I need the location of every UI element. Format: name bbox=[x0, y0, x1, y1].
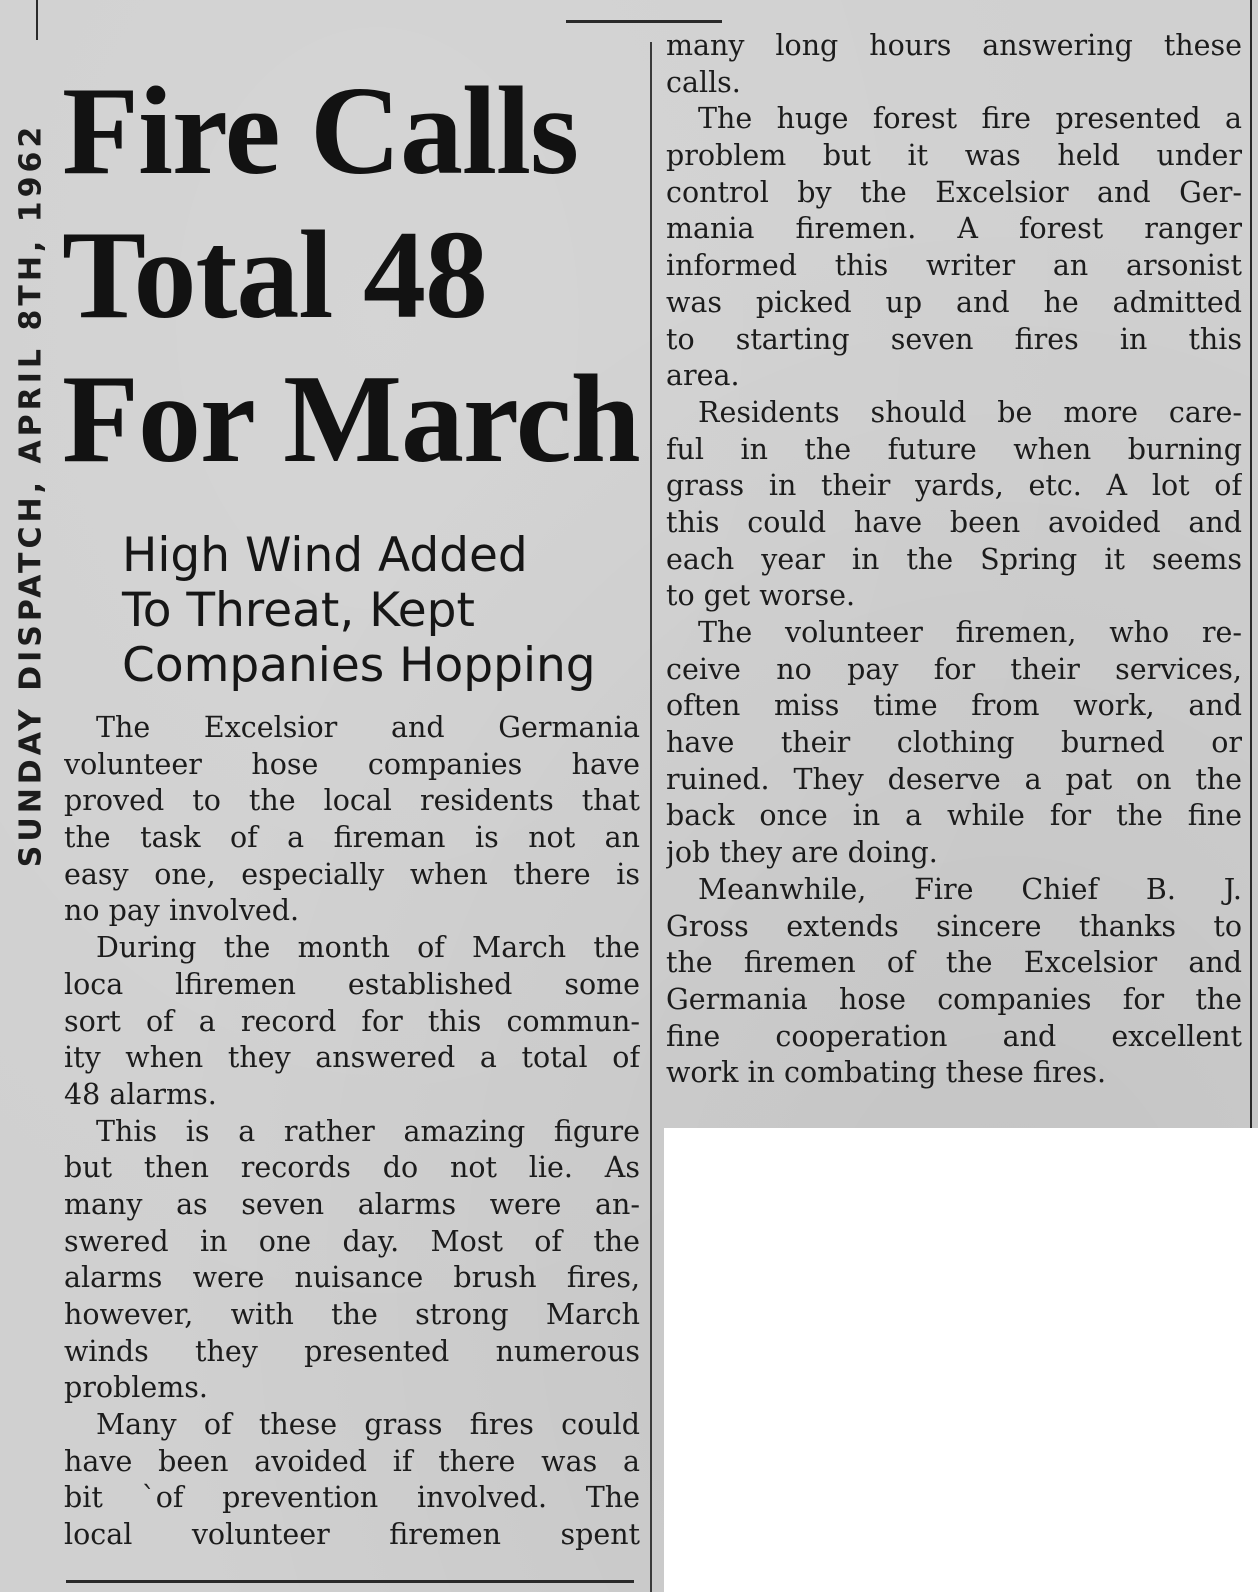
article-line: the task of a fireman is not an bbox=[64, 821, 640, 855]
article-line: many as seven alarms were an- bbox=[64, 1187, 640, 1221]
headline-line: Fire Calls bbox=[62, 62, 579, 201]
article-line: Meanwhile, Fire Chief B. J. bbox=[698, 872, 1242, 906]
article-line: but then records do not lie. As bbox=[64, 1151, 640, 1185]
headline bbox=[62, 60, 642, 492]
article-line: winds they presented numerous bbox=[64, 1334, 640, 1368]
article-line: Many of these grass fires could bbox=[96, 1408, 640, 1442]
article-line: ful in the future when burning bbox=[666, 432, 1242, 466]
article-line: easy one, especially when there is bbox=[64, 857, 640, 891]
article-line: mania firemen. A forest ranger bbox=[666, 212, 1242, 246]
article-line: have their clothing burned or bbox=[666, 726, 1242, 760]
article-line: problems. bbox=[64, 1371, 208, 1405]
subheadline-line: High Wind Added bbox=[122, 528, 528, 583]
subheadline-line: Companies Hopping bbox=[122, 638, 596, 693]
article-line: each year in the Spring it seems bbox=[666, 542, 1242, 576]
dateline-text: SUNDAY DISPATCH, APRIL 8TH, 1962 bbox=[13, 122, 49, 868]
article-line: have been avoided if there was a bbox=[64, 1444, 640, 1478]
article-line: During the month of March the bbox=[96, 931, 640, 965]
article-line: however, with the strong March bbox=[64, 1298, 640, 1331]
headline-line: For March bbox=[62, 350, 640, 489]
dateline bbox=[8, 120, 54, 870]
article-line: 48 alarms. bbox=[64, 1077, 217, 1111]
article-line: This is a rather amazing figure bbox=[96, 1114, 640, 1148]
subheadline bbox=[122, 528, 642, 693]
article-line: area. bbox=[666, 359, 740, 393]
subheadline-line: To Threat, Kept bbox=[122, 583, 475, 638]
article-line: local volunteer firemen spent bbox=[64, 1518, 640, 1552]
article-line: loca lfiremen established some bbox=[64, 967, 640, 1001]
article-line: fine cooperation and excellent bbox=[666, 1019, 1242, 1053]
article-column-left bbox=[64, 710, 640, 1554]
article-line: bit `of prevention involved. The bbox=[64, 1481, 640, 1515]
top-left-rule bbox=[36, 0, 38, 40]
article-line: control by the Excelsior and Ger- bbox=[666, 175, 1242, 209]
article-line: ity when they answered a total of bbox=[64, 1041, 640, 1075]
article-line: The Excelsior and Germania bbox=[96, 711, 640, 744]
article-line: often miss time from work, and bbox=[666, 689, 1242, 723]
headline-line: Total 48 bbox=[62, 206, 487, 345]
article-line: swered in one day. Most of the bbox=[64, 1224, 640, 1258]
article-line: ceive no pay for their services, bbox=[666, 652, 1242, 686]
blank-area bbox=[664, 1128, 1258, 1592]
article-line: informed this writer an arsonist bbox=[666, 249, 1242, 283]
article-line: Gross extends sincere thanks to bbox=[666, 909, 1242, 943]
article-line: many long hours answering these bbox=[666, 29, 1242, 62]
column-divider bbox=[650, 42, 652, 1592]
article-line: grass in their yards, etc. A lot of bbox=[666, 469, 1242, 503]
article-line: no pay involved. bbox=[64, 894, 300, 928]
article-line: to get worse. bbox=[666, 579, 856, 613]
article-line: sort of a record for this commun- bbox=[64, 1004, 640, 1038]
bottom-rule bbox=[66, 1580, 634, 1583]
article-line: the firemen of the Excelsior and bbox=[666, 946, 1242, 980]
article-line: ruined. They deserve a pat on the bbox=[666, 762, 1242, 796]
article-line: volunteer hose companies have bbox=[64, 747, 640, 781]
article-line: Residents should be more care- bbox=[698, 395, 1242, 429]
article-line: back once in a while for the fine bbox=[666, 799, 1242, 833]
article-column-right bbox=[666, 28, 1242, 1092]
article-line: problem but it was held under bbox=[666, 139, 1242, 173]
article-line: work in combating these fires. bbox=[666, 1056, 1107, 1090]
article-line: calls. bbox=[666, 65, 741, 99]
article-line: The huge forest fire presented a bbox=[698, 102, 1242, 136]
article-line: Germania hose companies for the bbox=[666, 982, 1242, 1016]
article-line: this could have been avoided and bbox=[666, 505, 1242, 539]
top-right-rule bbox=[566, 20, 722, 23]
article-line: job they are doing. bbox=[666, 836, 938, 870]
right-edge-rule bbox=[1250, 0, 1252, 1128]
article-line: alarms were nuisance brush fires, bbox=[64, 1261, 640, 1295]
article-line: proved to the local residents that bbox=[64, 784, 640, 818]
article-line: The volunteer firemen, who re- bbox=[698, 616, 1242, 649]
article-line: was picked up and he admitted bbox=[666, 285, 1242, 319]
article-line: to starting seven fires in this bbox=[666, 322, 1242, 356]
